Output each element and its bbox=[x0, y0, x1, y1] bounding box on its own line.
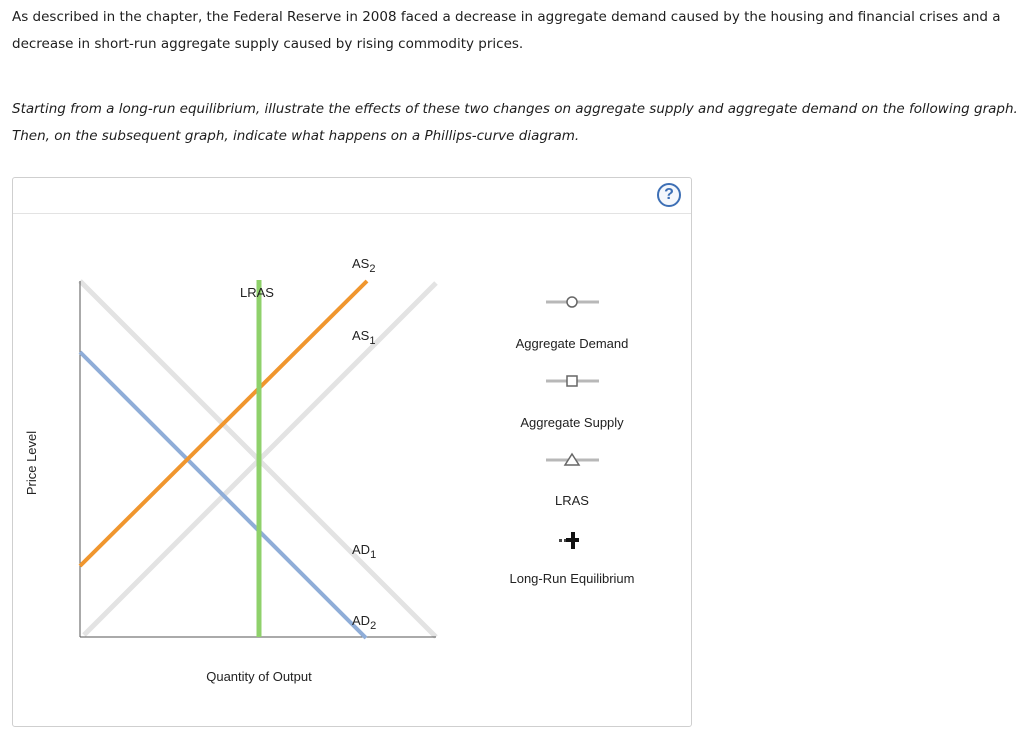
lras-label: LRAS bbox=[240, 285, 274, 300]
cross-marker-icon bbox=[559, 532, 579, 549]
y-axis-label: Price Level bbox=[24, 430, 39, 496]
tool-lras[interactable] bbox=[546, 454, 599, 508]
tool-label-lras: LRAS bbox=[555, 493, 589, 508]
help-icon[interactable]: ? bbox=[657, 183, 681, 207]
triangle-marker-icon bbox=[546, 454, 599, 465]
as2-label: $AS_2$ bbox=[352, 256, 376, 275]
square-marker-icon bbox=[546, 376, 599, 386]
as1-label: $AS_1$ bbox=[352, 328, 376, 347]
tool-label-long-run-equilibrium: Long-Run Equilibrium bbox=[509, 571, 635, 586]
tool-aggregate-supply[interactable] bbox=[520, 376, 624, 430]
tool-long-run-equilibrium[interactable] bbox=[509, 532, 634, 586]
tool-label-aggregate-supply: Aggregate Supply bbox=[520, 415, 624, 430]
tool-aggregate-demand[interactable] bbox=[516, 297, 629, 351]
ad1-label: $AD_1$ bbox=[352, 542, 377, 561]
question-intro: As described in the chapter, the Federal Reserve in 2008 faced a decrease in aggregate demand caused by the housing and financial crises and a decrease in short-run aggregate supply caused by rising commodity prices. bbox=[12, 9, 1001, 52]
x-axis-label: Quantity of Output bbox=[206, 669, 312, 684]
ad2-label: $AD_2$ bbox=[352, 613, 377, 632]
tool-label-aggregate-demand: Aggregate Demand bbox=[515, 336, 629, 351]
question-instructions: Starting from a long-run equilibrium, illustrate the effects of these two changes on aggregate supply and aggregate demand on the following graph. Then, on the subsequent graph, indicate what happens on a Phillips-curve diagram. bbox=[12, 101, 1018, 144]
circle-marker-icon bbox=[546, 297, 599, 307]
